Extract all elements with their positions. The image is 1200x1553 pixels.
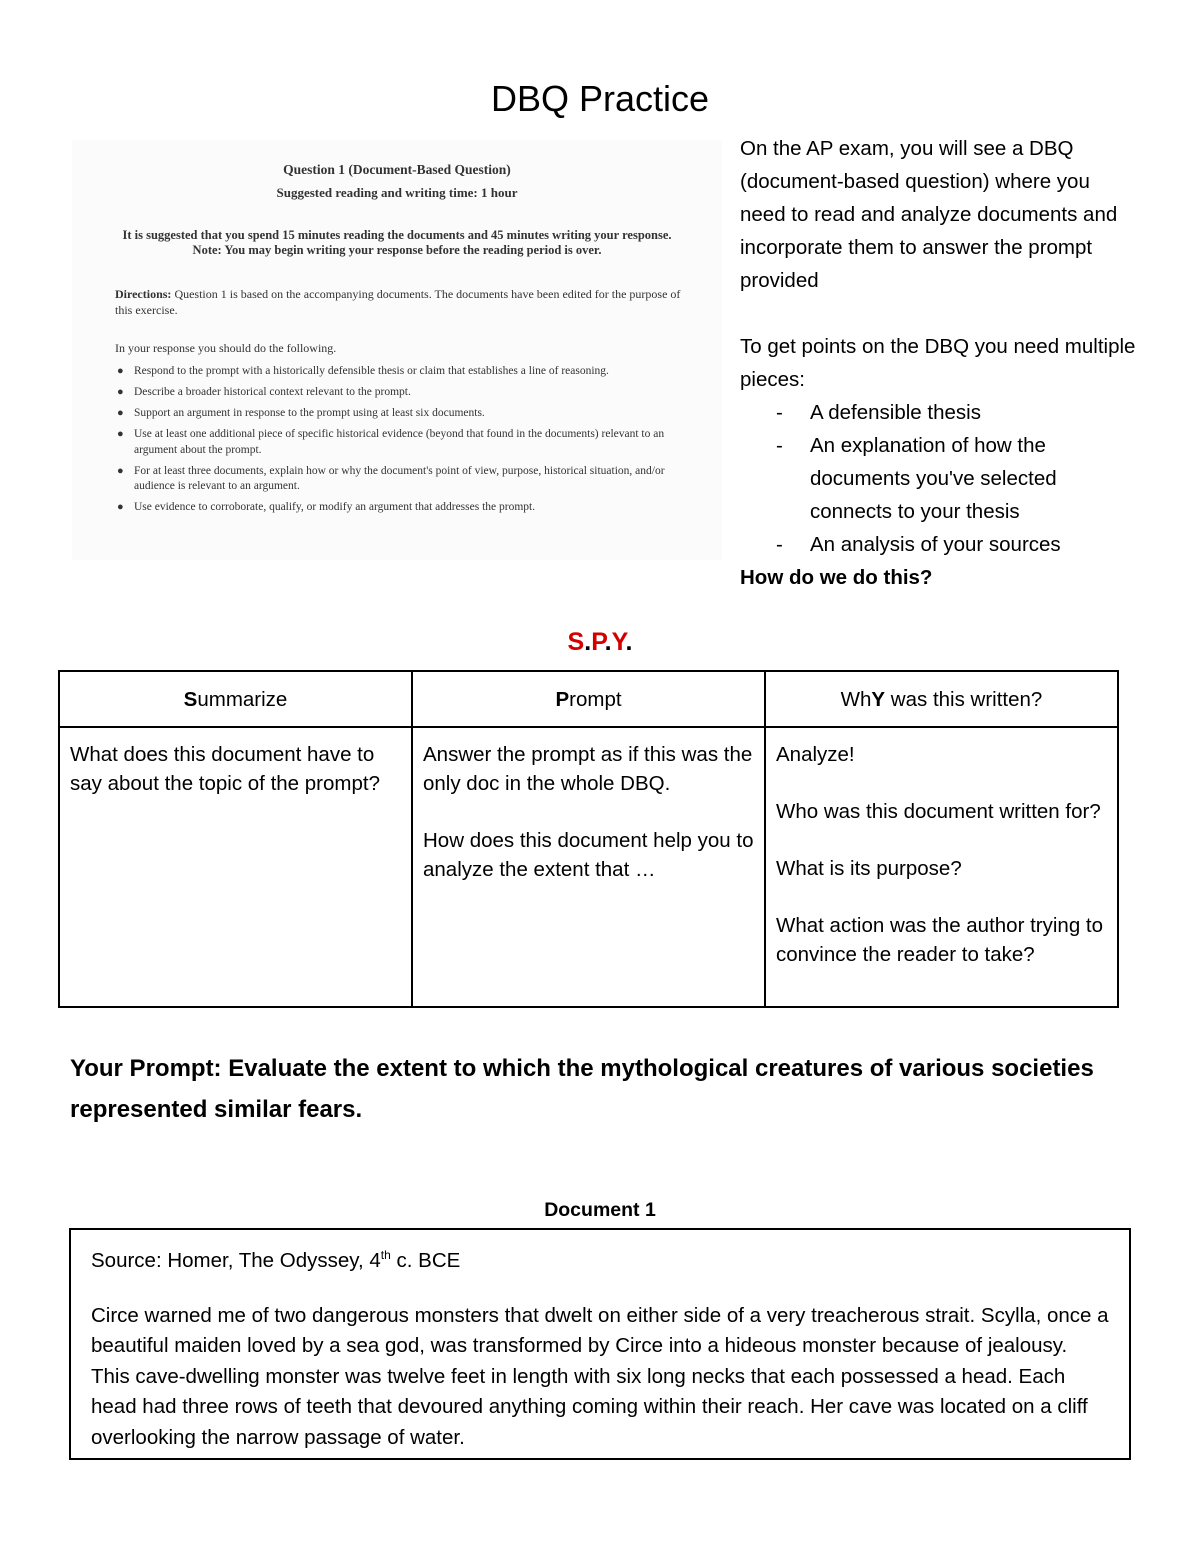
your-prompt: Your Prompt: Evaluate the extent to which the mythological creatures of various societies represented similar fears. <box>70 1055 1094 1123</box>
exam-question-title: Question 1 (Document-Based Question) <box>283 162 511 177</box>
exam-suggestion: It is suggested that you spend 15 minutes reading the documents and 45 minutes writing your response. <box>122 228 672 242</box>
document-1-source: Source: Homer, The Odyssey, 4th c. BCE <box>91 1248 461 1272</box>
side-point: - A defensible thesis <box>740 396 1140 429</box>
bullet-dot-icon: ● <box>117 386 124 398</box>
bullet-dot-icon: ● <box>117 428 124 440</box>
exam-bullet: ● Use at least one additional piece of specific historical evidence (beyond that found in the documents) relevant to an argument about the prompt. <box>117 428 665 456</box>
side-point: - An explanation of how the documents you've selected connects to your thesis <box>740 429 1140 528</box>
dash-icon: - <box>776 434 783 457</box>
spy-cell-prompt: Answer the prompt as if this was the only doc in the whole DBQ. How does this document help you to analyze the extent that … <box>412 727 765 1007</box>
exam-bullet: ● Support an argument in response to the prompt using at least six documents. <box>115 406 695 422</box>
spy-table-header-row <box>59 671 1118 727</box>
bullet-dot-icon: ● <box>117 501 124 513</box>
side-explanation <box>740 132 1140 594</box>
spy-table <box>58 670 1119 1008</box>
document-1-box <box>69 1228 1131 1460</box>
side-intro: On the AP exam, you will see a DBQ (document-based question) where you need to read and analyze documents and incorporate them to answer the prompt provided <box>740 137 1118 292</box>
spy-cell-why: Analyze! Who was this document written for? What is its purpose? What action was the author trying to convince the reader to take? <box>765 727 1118 1007</box>
side-question: How do we do this? <box>740 566 933 589</box>
document-1-text: Circe warned me of two dangerous monsters that dwelt on either side of a very treacherous strait. Scylla, once a beautiful maiden loved by a sea god, was transformed by Circe into a hideous monster because of jealousy. This cave-dwelling monster was twelve feet in length with six long necks that each possessed a head. Each head had three rows of teeth that devoured anything coming within their reach. Her cave was located on a cliff overlooking the narrow passage of water. <box>91 1303 1109 1449</box>
exam-bullet: ● Use evidence to corroborate, qualify, or modify an argument that addresses the prompt. <box>115 500 695 516</box>
page-title: DBQ Practice <box>490 78 710 119</box>
spy-header-summarize: Summarize <box>59 671 412 727</box>
spy-table-body-row <box>59 727 1118 1007</box>
document-1-label: Document 1 <box>544 1199 656 1221</box>
bullet-dot-icon: ● <box>117 464 124 477</box>
dash-icon: - <box>776 401 783 424</box>
spy-header-prompt: Prompt <box>412 671 765 727</box>
spy-header-why: WhY was this written? <box>765 671 1118 727</box>
exam-intro: In your response you should do the following. <box>115 341 337 355</box>
bullet-dot-icon: ● <box>117 407 124 419</box>
side-point: - An analysis of your sources <box>740 528 1140 561</box>
exam-note: Note: You may begin writing your response before the reading period is over. <box>192 243 602 257</box>
exam-directions-label: Directions: <box>115 287 172 301</box>
spy-heading: S.P.Y. <box>567 628 633 656</box>
exam-bullet: ● Respond to the prompt with a historically defensible thesis or claim that establishes a line of reasoning. <box>115 364 695 380</box>
bullet-dot-icon: ● <box>117 365 124 377</box>
exam-bullet: ● For at least three documents, explain how or why the document's point of view, purpose, historical situation, and/or audience is relevant to an argument. <box>117 464 665 492</box>
exam-directions-text: Question 1 is based on the accompanying documents. The documents have been edited for the purpose of this exercise. <box>115 287 681 317</box>
exam-bullet: ● Describe a broader historical context relevant to the prompt. <box>115 385 695 401</box>
dash-icon: - <box>776 533 783 556</box>
exam-bullet-list <box>115 364 695 521</box>
exam-directions <box>115 286 685 318</box>
side-points-intro: To get points on the DBQ you need multiple pieces: <box>740 335 1136 391</box>
spy-cell-summarize: What does this document have to say about the topic of the prompt? <box>59 727 412 1007</box>
exam-directions-image <box>72 140 722 560</box>
exam-reading-time: Suggested reading and writing time: 1 hour <box>276 185 518 200</box>
